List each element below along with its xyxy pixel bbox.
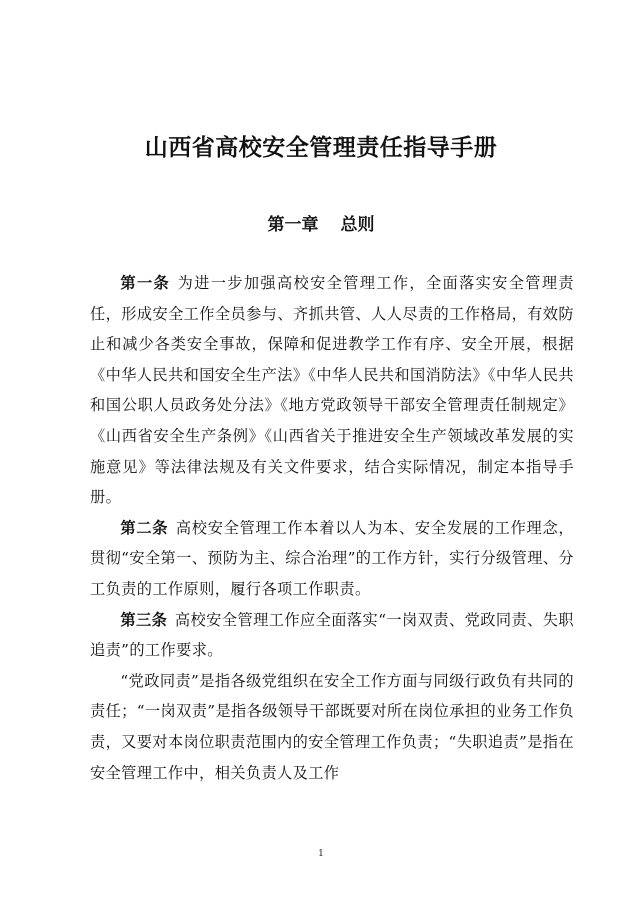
chapter-number: 第一章 bbox=[267, 215, 319, 235]
document-title: 山西省高校安全管理责任指导手册 bbox=[144, 134, 498, 161]
page-number: 1 bbox=[318, 849, 324, 859]
article-1-label: 第一条 bbox=[120, 274, 171, 292]
article-2-label: 第二条 bbox=[120, 518, 169, 537]
chapter-heading bbox=[0, 212, 642, 238]
article-2-paragraph bbox=[90, 513, 574, 605]
article-2-text: 高校安全管理工作本着以人为本、安全发展的工作理念，贯彻“安全第一、预防为主、综合治理”的工作方针，实行分级管理、分工负责的工作原则，履行各项工作职责。 bbox=[90, 518, 574, 598]
chapter-name: 总则 bbox=[340, 215, 375, 235]
document-body bbox=[90, 268, 574, 788]
definition-paragraph bbox=[90, 666, 574, 788]
article-1-paragraph bbox=[90, 268, 574, 513]
article-3-text: 高校安全管理工作应全面落实“一岗双责、党政同责、失职追责”的工作要求。 bbox=[90, 610, 574, 660]
definition-text: “党政同责”是指各级党组织在安全工作方面与同级行政负有共同的责任；“一岗双责”是指各级领导干部既要对所在岗位承担的业务工作负责，又要对本岗位职责范围内的安全管理工作负责；“失职追责”是指在安全管理工作中，相关负责人及工作 bbox=[90, 671, 574, 782]
article-1-text: 为进一步加强高校安全管理工作，全面落实安全管理责任，形成安全工作全员参与、齐抓共管、人人尽责的工作格局，有效防止和减少各类安全事故，保障和促进教学工作有序、安全开展，根据《中华人民共和国安全生产法》《中华人民共和国消防法》《中华人民共和国公职人员政务处分法》《地方党政领导干部安全管理责任制规定》《山西省安全生产条例》《山西省关于推进安全生产领域改革发展的实施意见》等法律法规及有关文件要求，结合实际情况，制定本指导手册。 bbox=[90, 274, 574, 507]
article-3-label: 第三条 bbox=[120, 610, 168, 629]
article-3-paragraph bbox=[90, 605, 574, 666]
